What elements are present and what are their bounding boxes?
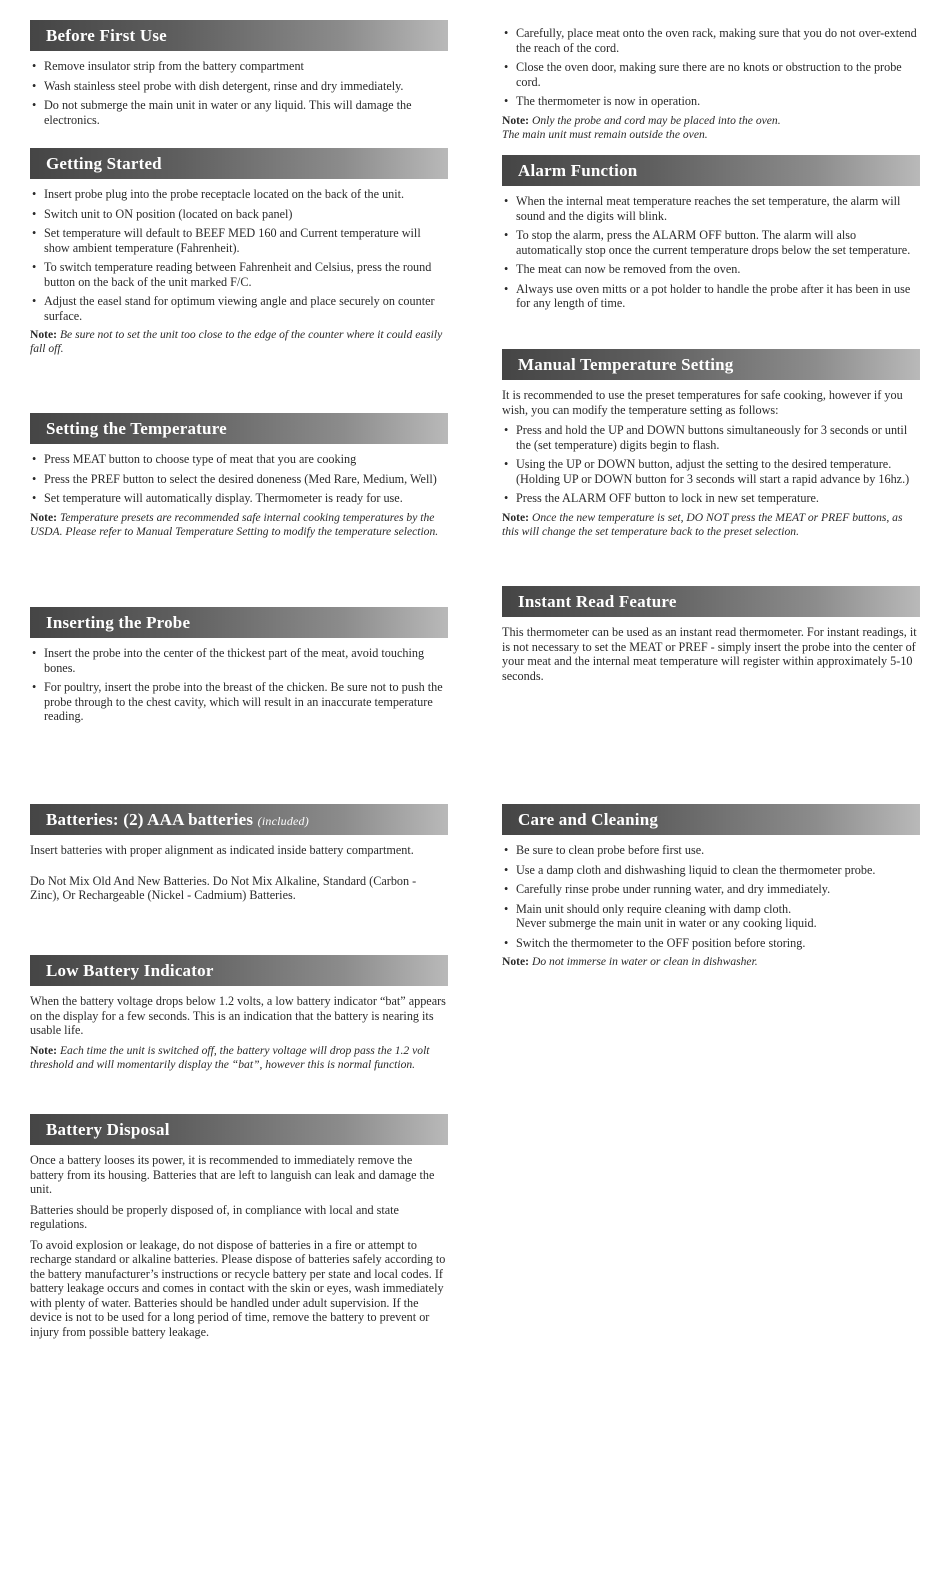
list-item: • Carefully, place meat onto the oven rack, making sure that you do not over-extend the reach of the cord. [502, 26, 920, 55]
list-item-line: Never submerge the main unit in water or any cooking liquid. [516, 916, 817, 930]
note-label: Note: [30, 510, 58, 524]
note-label: Note: [502, 955, 530, 968]
section-before-first-use [30, 20, 448, 132]
section-header: Instant Read Feature [502, 586, 920, 617]
section-inserting-probe [30, 607, 448, 729]
bullet-list [30, 646, 448, 724]
note-label: Note: [502, 113, 530, 127]
list-item-line: Main unit should only require cleaning with damp cloth. [516, 901, 792, 916]
paragraph: To avoid explosion or leakage, do not dispose of batteries in a fire or attempt to recharge standard or alkaline batteries. Please dispose of batteries safely according to the battery manufacturer’s instructions or recycle battery per state and local codes. If battery leakage occurs and comes in contact with the skin or eyes, wash immediately with plenty of water. Batteries should be handled under adult supervision. If the device is not to be used for a long period of time, remove the battery to prevent or injury from possible battery leakage. [30, 1237, 446, 1339]
section-setting-temperature [30, 413, 448, 539]
note-label: Note: [30, 1043, 58, 1057]
paragraph: Insert batteries with proper alignment as indicated inside battery compartment. [30, 843, 414, 857]
section-header: Before First Use [30, 20, 448, 51]
note-text: Only the probe and cord may be placed into the oven. [531, 113, 781, 127]
paragraph: It is recommended to use the preset temperatures for safe cooking, however if you wish, you can modify the temperature setting as follows: [502, 388, 903, 417]
list-item: • Switch unit to ON position (located on back panel) [30, 207, 448, 222]
list-item: • Set temperature will automatically display. Thermometer is ready for use. [30, 491, 448, 506]
note-text: Be sure not to set the unit too close to the edge of the counter where it could easily fall off. [30, 328, 443, 355]
section-manual-temperature-setting [502, 349, 920, 539]
section-getting-started [30, 148, 448, 356]
paragraph: When the battery voltage drops below 1.2 volts, a low battery indicator “bat” appears on the display for a few seconds. This is an indication that the battery is nearing its usable life. [30, 994, 446, 1037]
section-probe-continued [502, 26, 920, 142]
list-item: • Insert the probe into the center of the thickest part of the meat, avoid touching bones. [30, 646, 448, 675]
list-item: • The meat can now be removed from the oven. [502, 262, 920, 277]
list-item: • Insert probe plug into the probe receptacle located on the back of the unit. [30, 187, 448, 202]
list-item: • Remove insulator strip from the battery compartment [30, 59, 448, 74]
paragraph: Do Not Mix Old And New Batteries. Do Not Mix Alkaline, Standard (Carbon - Zinc), Or Rechargeable (Nickel - Cadmium) Batteries. [30, 873, 417, 902]
section-care-cleaning [502, 804, 920, 969]
note [502, 114, 920, 142]
section-batteries [30, 804, 448, 909]
list-item: • Press and hold the UP and DOWN buttons simultaneously for 3 seconds or until the (set temperature) digits begin to flash. [502, 423, 920, 452]
section-header: Care and Cleaning [502, 804, 920, 835]
list-item: • Wash stainless steel probe with dish detergent, rinse and dry immediately. [30, 79, 448, 94]
note-text: Each time the unit is switched off, the battery voltage will drop pass the 1.2 volt threshold and will momentarily display the “bat”, however this is normal function. [30, 1043, 430, 1071]
list-item: • Use a damp cloth and dishwashing liquid to clean the thermometer probe. [502, 863, 920, 878]
list-item: • Press MEAT button to choose type of meat that you are cooking [30, 452, 448, 467]
section-header: Alarm Function [502, 155, 920, 186]
list-item: • For poultry, insert the probe into the breast of the chicken. Be sure not to push the probe through to the chest cavity, which will result in an inaccurate temperature reading. [30, 680, 448, 724]
paragraph: Batteries should be properly disposed of, in compliance with local and state regulations. [30, 1202, 399, 1231]
section-header: Inserting the Probe [30, 607, 448, 638]
list-item [502, 902, 920, 931]
list-item: • To stop the alarm, press the ALARM OFF button. The alarm will also automatically stop once the current temperature drops below the set temperature. [502, 228, 920, 257]
paragraph: Once a battery looses its power, it is recommended to immediately remove the battery from its housing. Batteries that are left to languish can leak and damage the unit. [30, 1153, 435, 1196]
list-item: • Using the UP or DOWN button, adjust the setting to the desired temperature. (Holding UP or DOWN button for 3 seconds will start a rapid advance by 16hz.) [502, 457, 920, 486]
section-header: Getting Started [30, 148, 448, 179]
list-item: • The thermometer is now in operation. [502, 94, 920, 109]
section-header: Battery Disposal [30, 1114, 448, 1145]
list-item: • Close the oven door, making sure there are no knots or obstruction to the probe cord. [502, 60, 920, 89]
list-item: • Carefully rinse probe under running water, and dry immediately. [502, 882, 920, 897]
note [30, 511, 448, 539]
note [30, 1044, 448, 1072]
section-battery-disposal [30, 1114, 448, 1345]
note [502, 955, 920, 969]
note-label: Note: [502, 510, 530, 524]
bullet-list [502, 843, 920, 950]
note [502, 511, 920, 539]
section-instant-read [502, 586, 920, 689]
paragraph: This thermometer can be used as an instant read thermometer. For instant readings, it is not necessary to set the MEAT or PREF - simply insert the probe into the center of your meat and the internal meat temperature will register within approximately 5-10 seconds. [502, 625, 917, 683]
note-text: Do not immerse in water or clean in dishwasher. [531, 955, 758, 968]
bullet-list [502, 423, 920, 506]
note-text: Once the new temperature is set, DO NOT press the MEAT or PREF buttons, as this will change the set temperature back to the preset selection. [502, 510, 903, 538]
list-item: • Press the ALARM OFF button to lock in new set temperature. [502, 491, 920, 506]
note-label: Note: [30, 328, 58, 341]
section-header: Low Battery Indicator [30, 955, 448, 986]
list-item: • When the internal meat temperature reaches the set temperature, the alarm will sound and the digits will blink. [502, 194, 920, 223]
list-item: • To switch temperature reading between Fahrenheit and Celsius, press the round button on the back of the unit marked F/C. [30, 260, 448, 289]
list-item: • Switch the thermometer to the OFF position before storing. [502, 936, 920, 951]
bullet-list [502, 194, 920, 311]
section-header-subtitle: (included) [257, 814, 309, 828]
bullet-list [30, 187, 448, 323]
section-header: Setting the Temperature [30, 413, 448, 444]
section-alarm-function [502, 155, 920, 316]
bullet-list [30, 59, 448, 127]
bullet-list [502, 26, 920, 109]
list-item: • Be sure to clean probe before first use. [502, 843, 920, 858]
list-item: • Set temperature will default to BEEF MED 160 and Current temperature will show ambient temperature (Fahrenheit). [30, 226, 448, 255]
note-text: Temperature presets are recommended safe internal cooking temperatures by the USDA. Please refer to Manual Temperature Setting to modify the temperature selection. [30, 510, 439, 538]
section-low-battery [30, 955, 448, 1072]
list-item: • Adjust the easel stand for optimum viewing angle and place securely on counter surface. [30, 294, 448, 323]
list-item: • Always use oven mitts or a pot holder to handle the probe after it has been in use for any length of time. [502, 282, 920, 311]
note [30, 328, 448, 356]
section-header [30, 804, 448, 835]
list-item: • Do not submerge the main unit in water or any liquid. This will damage the electronics. [30, 98, 448, 127]
section-header: Manual Temperature Setting [502, 349, 920, 380]
bullet-list [30, 452, 448, 506]
section-header-title: Batteries: (2) AAA batteries [46, 810, 254, 829]
note-text: The main unit must remain outside the oven. [502, 127, 708, 141]
list-item: • Press the PREF button to select the desired doneness (Med Rare, Medium, Well) [30, 472, 448, 487]
